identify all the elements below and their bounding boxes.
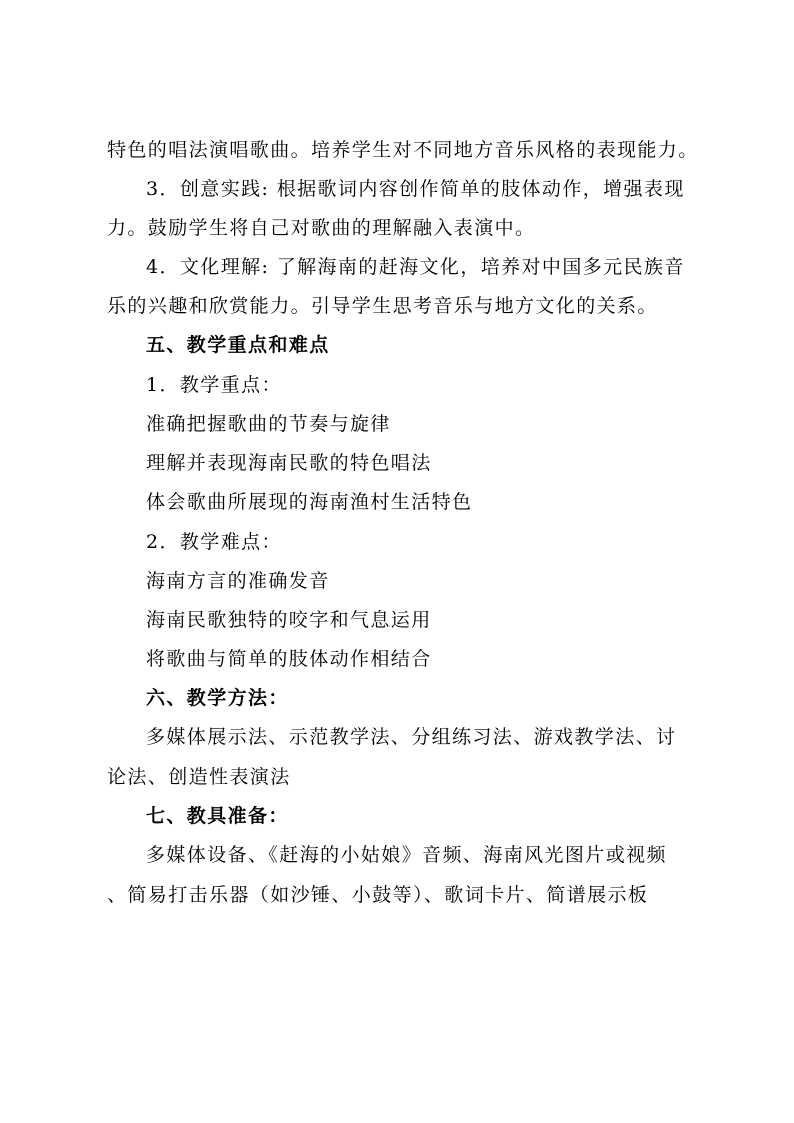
list-item: 理解并表现海南民歌的特色唱法 [146,452,432,474]
paragraph-line: 3．创意实践: 根据歌词内容创作简单的肢体动作，增强表现 [146,178,685,200]
paragraph-line: 论法、创造性表演法 [107,766,291,788]
paragraph-line: 乐的兴趣和欣赏能力。引导学生思考音乐与地方文化的关系。 [107,295,658,317]
paragraph-line: 特色的唱法演唱歌曲。培养学生对不同地方音乐风格的表现能力。 [107,139,699,161]
list-item: 体会歌曲所展现的海南渔村生活特色 [146,491,473,513]
paragraph-line: 、简易打击乐器（如沙锤、小鼓等）、歌词卡片、简谱展示板 [107,884,649,906]
subheading: 2．教学难点： [146,531,282,553]
section-heading: 六、教学方法： [146,687,289,709]
list-item: 准确把握歌曲的节奏与旋律 [146,413,391,435]
list-item: 海南方言的准确发音 [146,570,330,592]
paragraph-line: 4．文化理解: 了解海南的赶海文化，培养对中国多元民族音 [146,256,685,278]
section-heading: 五、教学重点和难点 [146,334,330,356]
subheading: 1．教学重点： [146,374,282,396]
paragraph-line: 多媒体展示法、示范教学法、分组练习法、游戏教学法、讨 [146,726,677,748]
section-heading: 七、教具准备： [146,805,289,827]
list-item: 将歌曲与简单的肢体动作相结合 [146,648,432,670]
list-item: 海南民歌独特的咬字和气息运用 [146,609,432,631]
paragraph-line: 力。鼓励学生将自己对歌曲的理解融入表演中。 [107,217,536,239]
paragraph-line: 多媒体设备、《赶海的小姑娘》音频、海南风光图片或视频 [146,844,667,866]
